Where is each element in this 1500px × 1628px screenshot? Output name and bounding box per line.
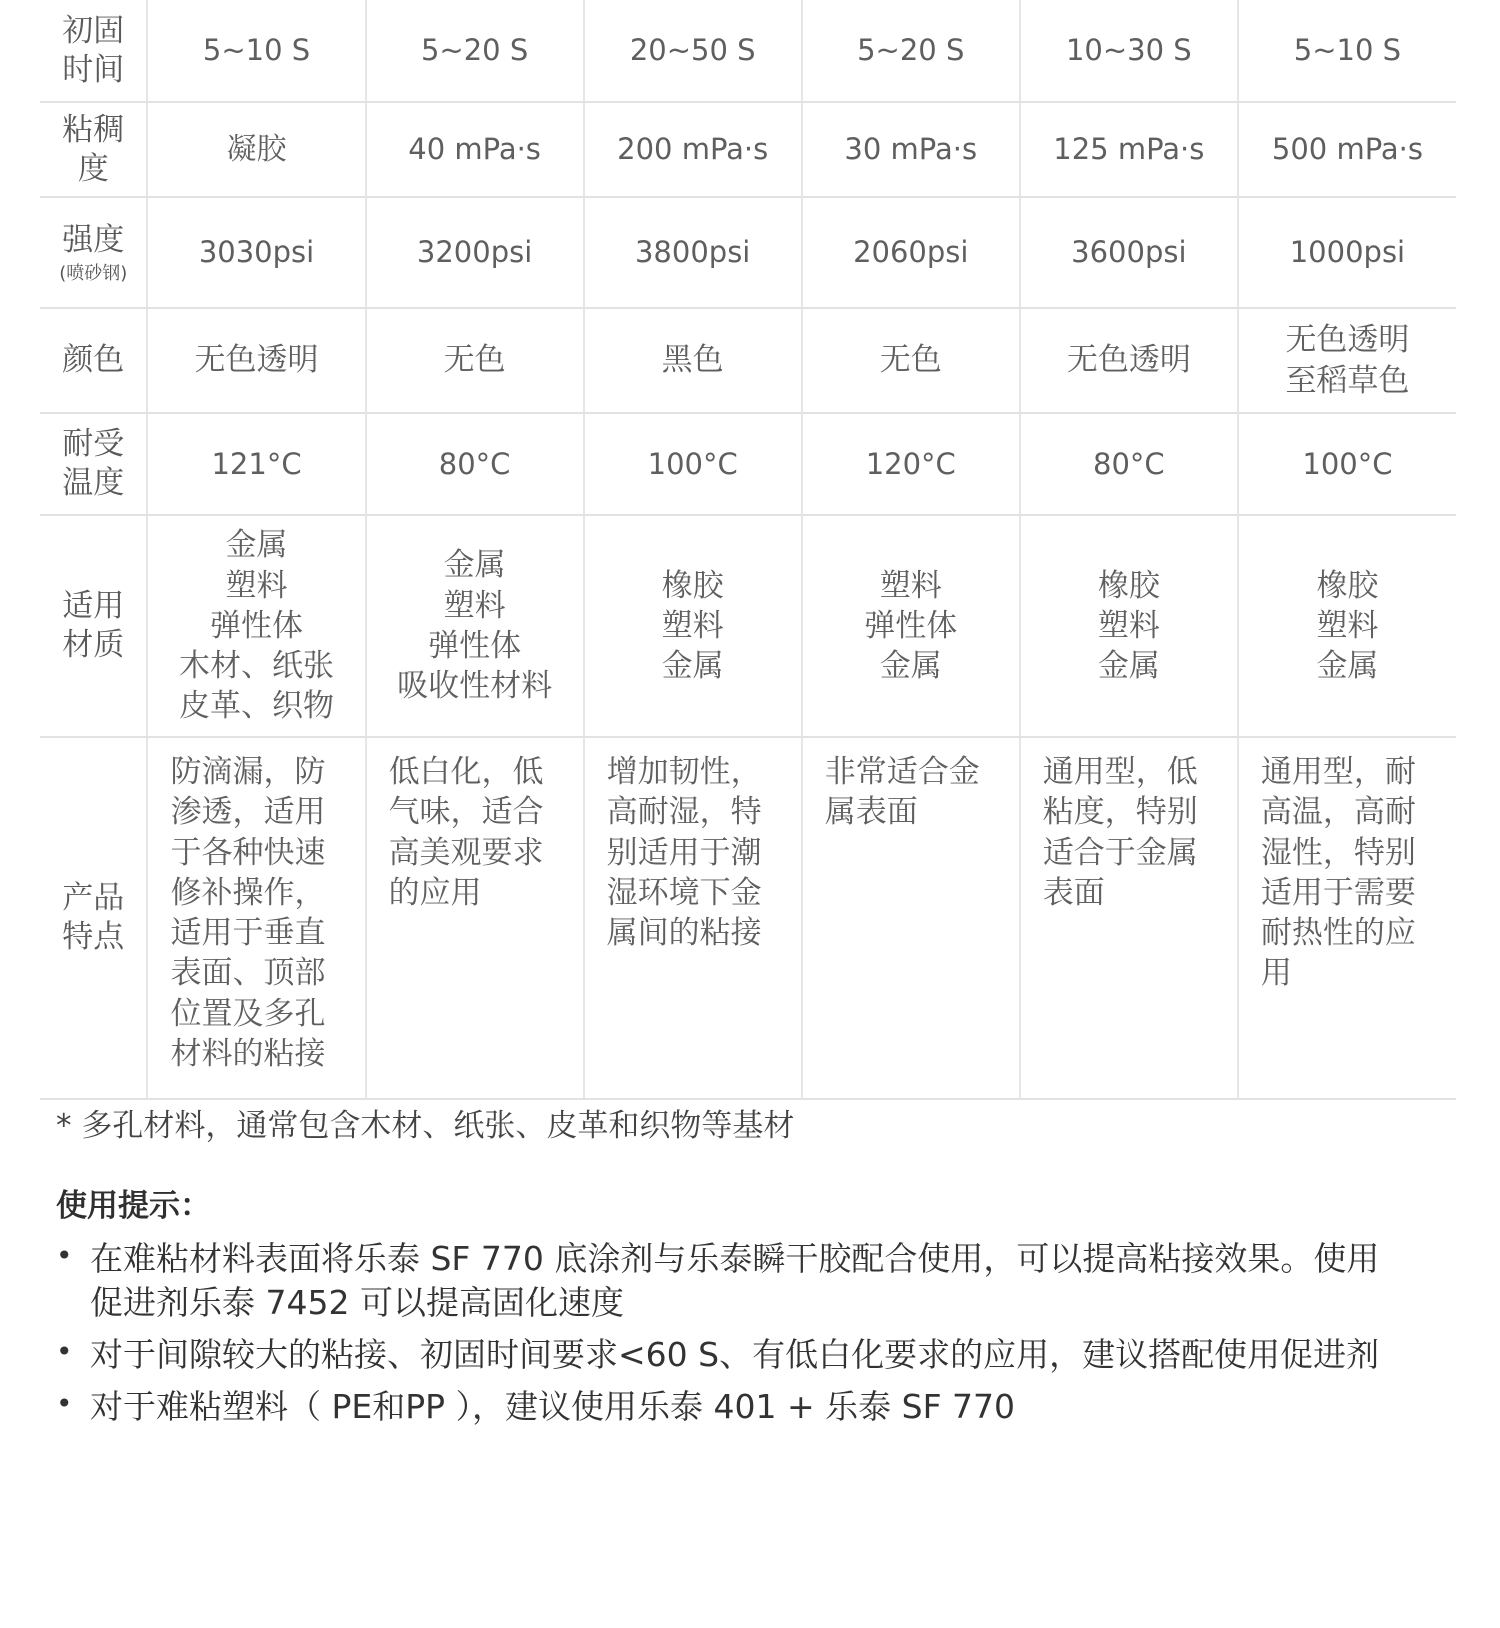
bullet-icon: • (56, 1239, 73, 1272)
table-cell: 3200psi (366, 197, 584, 308)
table-cell: 40 mPa·s (366, 102, 584, 197)
table-cell: 通用型，低粘度，特别适合于金属表面 (1020, 737, 1238, 1099)
spec-table (40, 0, 1456, 1100)
row-temperature (40, 413, 1456, 515)
table-cell: 5~20 S (802, 0, 1020, 102)
row-label: 耐受温度 (40, 413, 147, 515)
table-cell: 无色透明 至稻草色 (1238, 308, 1456, 413)
table-cell: 30 mPa·s (802, 102, 1020, 197)
table-cell: 10~30 S (1020, 0, 1238, 102)
table-cell: 增加韧性，高耐湿，特别适用于潮湿环境下金属间的粘接 (584, 737, 802, 1099)
table-cell: 2060psi (802, 197, 1020, 308)
row-label: 粘稠度 (40, 102, 147, 197)
tip-text: 在难粘材料表面将乐泰 SF 770 底涂剂与乐泰瞬干胶配合使用，可以提高粘接效果。使用促进剂乐泰 7452 可以提高固化速度 (90, 1239, 1380, 1322)
table-cell: 5~10 S (1238, 0, 1456, 102)
table-cell: 橡胶 塑料 金属 (1020, 515, 1238, 737)
row-sublabel: (喷砂钢) (59, 262, 128, 284)
row-cure-time (40, 0, 1456, 102)
tips-list (56, 1237, 1386, 1429)
row-materials (40, 515, 1456, 737)
table-cell: 金属 塑料 弹性体 木材、纸张 皮革、织物 (147, 515, 365, 737)
table-cell: 5~10 S (147, 0, 365, 102)
row-label: 强度 (喷砂钢) (40, 197, 147, 308)
table-cell: 20~50 S (584, 0, 802, 102)
row-label: 初固时间 (40, 0, 147, 102)
tip-text: 对于间隙较大的粘接、初固时间要求<60 S、有低白化要求的应用，建议搭配使用促进剂 (90, 1334, 1380, 1374)
table-cell: 500 mPa·s (1238, 102, 1456, 197)
row-viscosity (40, 102, 1456, 197)
table-cell: 3030psi (147, 197, 365, 308)
row-label: 产品特点 (40, 737, 147, 1099)
list-item (56, 1385, 1386, 1429)
table-cell: 无色透明 (147, 308, 365, 413)
list-item (56, 1333, 1386, 1377)
table-cell: 橡胶 塑料 金属 (584, 515, 802, 737)
table-cell: 塑料 弹性体 金属 (802, 515, 1020, 737)
table-cell: 100°C (584, 413, 802, 515)
table-cell: 非常适合金属表面 (802, 737, 1020, 1099)
tip-text: 对于难粘塑料（ PE和PP ），建议使用乐泰 401 + 乐泰 SF 770 (90, 1386, 1016, 1426)
table-cell: 防滴漏，防渗透，适用于各种快速修补操作，适用于垂直表面、顶部位置及多孔材料的粘接 (147, 737, 365, 1099)
table-cell: 120°C (802, 413, 1020, 515)
table-cell: 5~20 S (366, 0, 584, 102)
footnote: * 多孔材料，通常包含木材、纸张、皮革和织物等基材 (56, 1108, 795, 1144)
list-item (56, 1237, 1386, 1325)
table-cell: 3600psi (1020, 197, 1238, 308)
table-cell: 80°C (1020, 413, 1238, 515)
table-cell: 橡胶 塑料 金属 (1238, 515, 1456, 737)
table-cell: 低白化，低气味，适合高美观要求的应用 (366, 737, 584, 1099)
table-cell: 200 mPa·s (584, 102, 802, 197)
table-cell: 无色 (802, 308, 1020, 413)
bullet-icon: • (56, 1334, 73, 1368)
table-cell: 3800psi (584, 197, 802, 308)
usage-tips (56, 1180, 1386, 1437)
row-features (40, 737, 1456, 1099)
row-strength (40, 197, 1456, 308)
row-label: 适用材质 (40, 515, 147, 737)
table-cell: 100°C (1238, 413, 1456, 515)
table-cell: 凝胶 (147, 102, 365, 197)
tips-title: 使用提示： (56, 1188, 211, 1224)
table-cell: 通用型，耐高温，高耐湿性，特别适用于需要耐热性的应用 (1238, 737, 1456, 1099)
table-cell: 金属 塑料 弹性体 吸收性材料 (366, 515, 584, 737)
table-cell: 无色透明 (1020, 308, 1238, 413)
table-cell: 121°C (147, 413, 365, 515)
table-cell: 黑色 (584, 308, 802, 413)
row-color (40, 308, 1456, 413)
bullet-icon: • (56, 1386, 73, 1420)
row-label: 颜色 (40, 308, 147, 413)
table-cell: 80°C (366, 413, 584, 515)
table-cell: 125 mPa·s (1020, 102, 1238, 197)
table-cell: 无色 (366, 308, 584, 413)
table-cell: 1000psi (1238, 197, 1456, 308)
